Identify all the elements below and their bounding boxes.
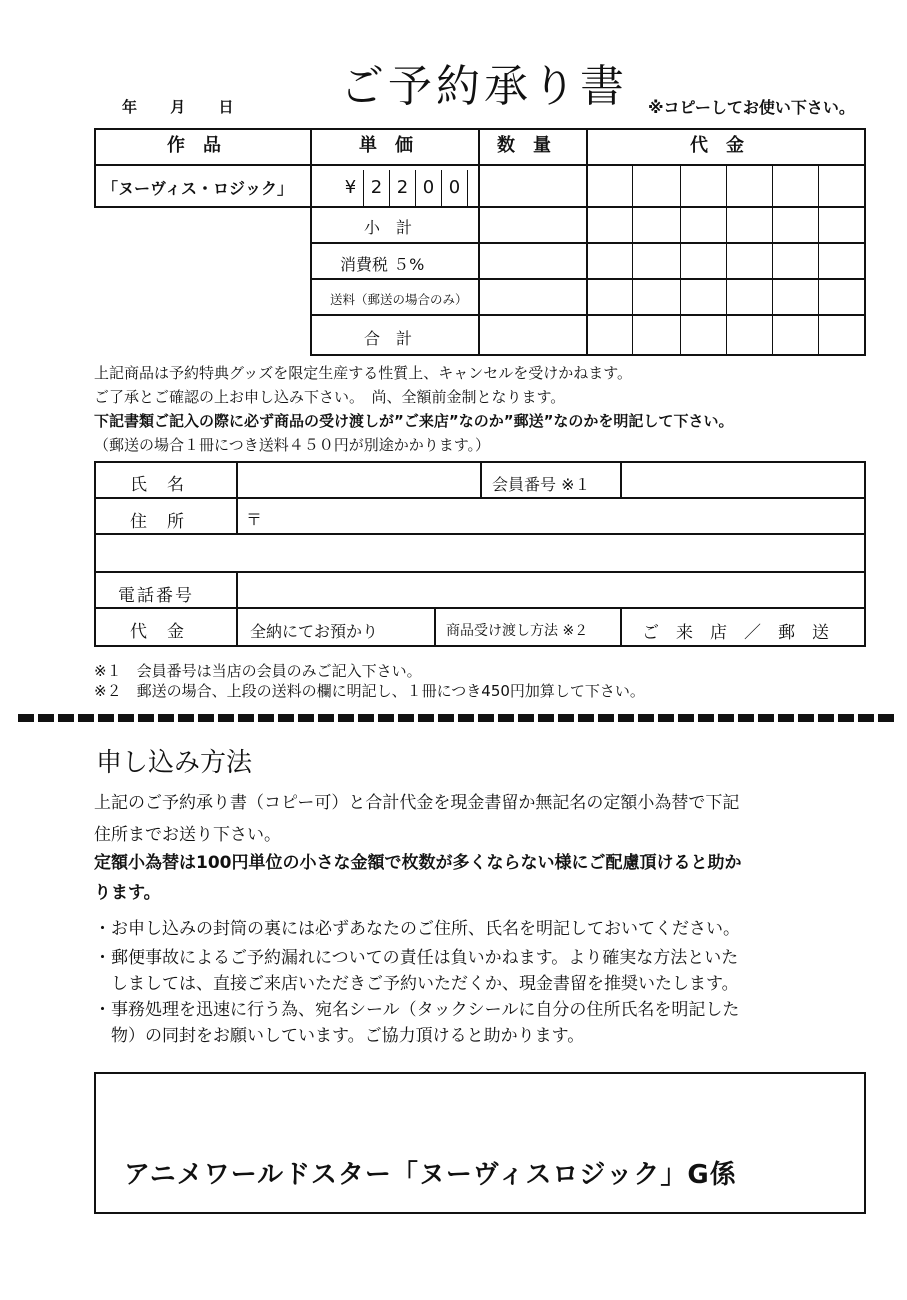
price-digit: 2	[364, 170, 390, 206]
para-1-line-1: 上記のご予約承り書（コピー可）と合計代金を現金書留か無記名の定額小為替で下記	[94, 793, 740, 813]
tax-qty-cell	[478, 242, 588, 280]
header-quantity: 数量	[478, 128, 588, 166]
tax-label: 消費税 ５%	[340, 255, 425, 274]
payment-value-cell	[236, 607, 436, 647]
para-1-line-2: 住所までお送り下さい。	[94, 825, 281, 845]
footnote-2: ※２ 郵送の場合、上段の送料の欄に明記し、１冊につき450円加算して下さい。	[94, 682, 645, 700]
total-label: 合 計	[364, 329, 413, 348]
quantity-input[interactable]	[478, 164, 588, 208]
shipping-label: 送料（郵送の場合のみ）	[330, 292, 468, 307]
address-line-2-field[interactable]	[94, 533, 866, 573]
price-digit: 0	[442, 170, 468, 206]
member-label-cell	[480, 461, 622, 499]
address-box	[94, 1072, 866, 1214]
header-amount: 代金	[586, 128, 866, 166]
bullet-2-line-1: ・郵便事故によるご予約漏れについての責任は負いかねます。より確実な方法といた	[94, 948, 739, 968]
notice-line-3: 下記書類ご記入の際に必ず商品の受け渡しが”ご来店”なのか”郵送”なのかを明記して下さい。	[94, 412, 734, 430]
payment-label: 代金	[130, 622, 204, 642]
bullet-3-line-1: ・事務処理を迅速に行う為、宛名シール（タックシールに自分の住所氏名を明記した	[94, 1000, 740, 1020]
address-name: アニメワールドスター「ヌーヴィスロジック」G係	[124, 1160, 737, 1190]
total-label-cell	[310, 314, 480, 356]
date-line	[122, 96, 262, 117]
phone-label: 電話番号	[118, 586, 194, 606]
delivery-options[interactable]	[620, 607, 866, 647]
price-yen: ¥	[338, 170, 364, 206]
bullet-1: ・お申し込みの封筒の裏には必ずあなたのご住所、氏名を明記しておいてください。	[94, 919, 740, 939]
bullet-3-line-2: 物）の同封をお願いしています。ご協力頂けると助かります。	[94, 1026, 585, 1046]
payment-value: 全納にてお預かり	[250, 622, 379, 641]
name-field[interactable]	[236, 461, 482, 499]
notice-line-1: 上記商品は予約特典グッズを限定生産する性質上、キャンセルを受けかねます。	[94, 364, 633, 382]
date-day: 日	[218, 98, 234, 116]
delivery-label: 商品受け渡し方法 ※２	[446, 623, 589, 639]
member-label: 会員番号 ※１	[492, 475, 591, 494]
page-title: ご予約承り書	[340, 61, 628, 112]
tax-label-cell	[310, 242, 480, 280]
notice-line-4: （郵送の場合１冊につき送料４５０円が別途かかります。）	[94, 436, 491, 454]
section-title: 申し込み方法	[96, 748, 253, 778]
phone-label-cell	[94, 571, 238, 609]
date-year: 年	[122, 98, 138, 116]
footnote-1: ※１ 会員番号は当店の会員のみご記入下さい。	[94, 662, 422, 680]
amount-grid[interactable]	[586, 164, 866, 356]
para-2-line-1: 定額小為替は100円単位の小さな金額で枚数が多くならない様にご配慮頂けると助か	[94, 853, 742, 873]
subtotal-label-cell	[310, 206, 480, 244]
dashed-separator	[18, 714, 898, 722]
name-label: 氏名	[130, 475, 204, 495]
header-unit-price: 単価	[310, 128, 480, 166]
name-label-cell	[94, 461, 238, 499]
shipping-qty-cell	[478, 278, 588, 316]
total-qty-cell	[478, 314, 588, 356]
shipping-label-cell	[310, 278, 480, 316]
product-cell	[94, 164, 312, 208]
price-digit: 2	[390, 170, 416, 206]
delivery-options-text: ご 来 店 ／ 郵 送	[642, 623, 829, 643]
notice-line-2: ご了承とご確認の上お申し込み下さい。 尚、全額前金制となります。	[94, 388, 566, 406]
copy-note: ※コピーしてお使い下さい。	[648, 98, 855, 117]
address-field[interactable]	[236, 497, 866, 535]
payment-label-cell	[94, 607, 238, 647]
price-digit: 0	[416, 170, 442, 206]
para-2-line-2: ります。	[94, 883, 161, 903]
header-work: 作品	[94, 128, 312, 166]
subtotal-qty-cell	[478, 206, 588, 244]
postal-mark: 〒	[246, 510, 263, 529]
subtotal-label: 小 計	[364, 218, 413, 237]
phone-field[interactable]	[236, 571, 866, 609]
delivery-label-cell	[434, 607, 622, 647]
address-label: 住所	[130, 512, 204, 532]
bullet-2-line-2: しましては、直接ご来店いただきご予約いただくか、現金書留を推奨いたします。	[94, 974, 739, 994]
member-number-field[interactable]	[620, 461, 866, 499]
date-month: 月	[170, 98, 186, 116]
product-name: 「ヌーヴィス・ロジック」	[102, 179, 294, 198]
address-label-cell	[94, 497, 238, 535]
